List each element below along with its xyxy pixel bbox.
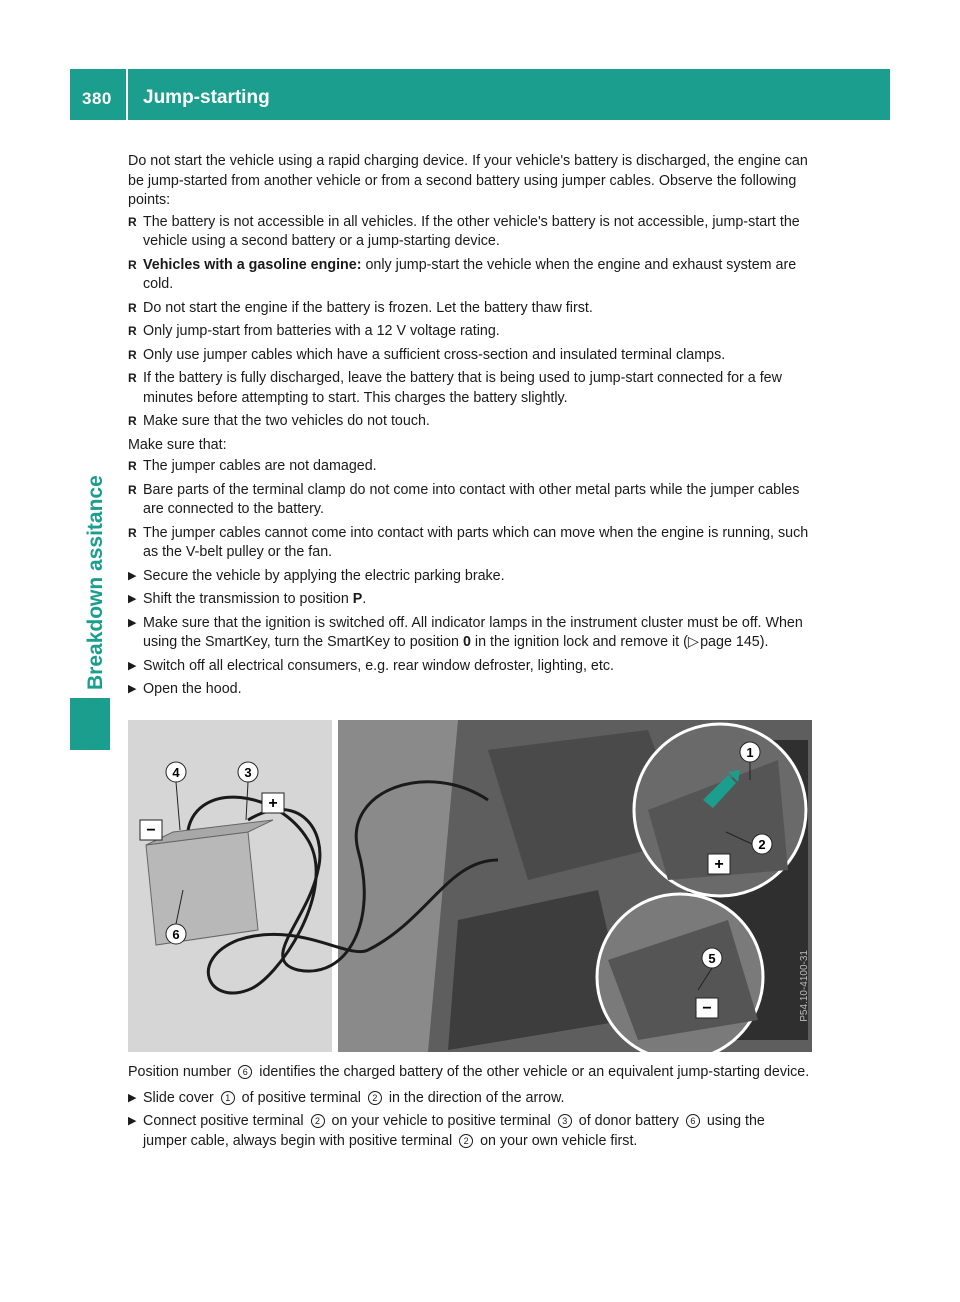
ref-number: 3	[558, 1114, 572, 1128]
figure-caption	[128, 1063, 812, 1083]
step-text-end: ).	[759, 634, 769, 650]
step-text: Open the hood.	[143, 681, 242, 697]
step-text: of donor battery	[574, 1113, 683, 1129]
callout-1-label: 1	[746, 745, 754, 760]
step-item	[128, 657, 812, 677]
step-item	[128, 567, 812, 587]
step-text-cont: in the ignition lock and remove it (	[470, 634, 688, 650]
list-item	[128, 457, 812, 477]
callout-5-label: 5	[708, 951, 716, 966]
step-arrow-icon: ▶	[128, 616, 137, 629]
step-text: using the jumper cable, always begin with positive terminal	[143, 1113, 765, 1149]
page-number: 380	[82, 89, 112, 108]
list-item-text: The jumper cables are not damaged.	[143, 458, 377, 474]
callout-line-4	[176, 782, 180, 830]
figure-drawing	[128, 720, 812, 1052]
page-header	[70, 69, 890, 120]
step-arrow-icon: ▶	[128, 659, 137, 672]
callout-6-label: 6	[172, 927, 180, 942]
callout-2-label: 2	[758, 837, 766, 852]
page-title: Jump-starting	[143, 87, 270, 108]
bullet-r-icon: R	[128, 371, 137, 385]
step-text: on your own vehicle first.	[476, 1132, 638, 1149]
step-arrow-icon: ▶	[128, 569, 137, 582]
main-content	[128, 152, 812, 704]
step-text: in the direction of the arrow.	[384, 1089, 565, 1106]
list-item-text: Only use jumper cables which have a sufficient cross-section and insulated terminal clamps.	[143, 346, 726, 363]
side-section-tab	[70, 698, 110, 750]
vehicle-minus-sign: −	[702, 1000, 712, 1017]
list-item-text: Make sure that the two vehicles do not touch.	[143, 413, 430, 429]
list-item	[128, 213, 812, 252]
step-text: Secure the vehicle by applying the electric parking brake.	[143, 567, 505, 584]
caption-pre: Position number	[128, 1064, 236, 1080]
list-item	[128, 369, 812, 408]
list-item	[128, 256, 812, 295]
callout-4-label: 4	[172, 765, 180, 780]
ref-number: 6	[686, 1114, 700, 1128]
step-text: Shift the transmission to position	[143, 591, 353, 607]
step-text-end: .	[362, 591, 367, 607]
caption-post: identifies the charged battery of the other vehicle or an equivalent jump-starting device.	[255, 1064, 810, 1080]
make-sure-label: Make sure that:	[128, 436, 227, 453]
bullet-r-icon: R	[128, 525, 137, 540]
caption-and-steps	[128, 1063, 812, 1155]
page-reference-link[interactable]: page 145	[700, 634, 760, 650]
step-item	[128, 1112, 812, 1151]
list-item-text: The jumper cables cannot come into contact with parts which can move when the engine is running, such as the V-belt pulley or the fan.	[143, 524, 809, 560]
step-item	[128, 1089, 812, 1109]
ref-number: 2	[311, 1114, 325, 1128]
step-item	[128, 680, 812, 700]
list-item-text: If the battery is fully discharged, leave the battery that is being used to jump-start connected for a few minutes before attempting to start. This charges the battery slightly.	[143, 370, 782, 406]
list-item	[128, 322, 812, 342]
donor-plus-sign: +	[268, 795, 278, 812]
donor-battery	[146, 832, 258, 945]
bullet-r-icon: R	[128, 347, 137, 362]
bullet-r-icon: R	[128, 482, 137, 497]
step-text: Connect positive terminal	[143, 1113, 308, 1129]
callout-line-3	[246, 782, 248, 820]
caption-number: 6	[238, 1065, 252, 1079]
step-item	[128, 590, 812, 610]
list-item-text: only jump-start the vehicle when the engine and exhaust system are cold.	[143, 256, 797, 292]
list-item	[128, 481, 812, 520]
list-item-text: Bare parts of the terminal clamp do not come into contact with other metal parts while the jumper cables are connected to the battery.	[143, 481, 800, 517]
step-arrow-icon: ▶	[128, 593, 137, 605]
donor-minus-sign: −	[146, 822, 156, 839]
gear-position: P	[352, 591, 363, 607]
jump-start-illustration	[128, 720, 812, 1052]
bullet-r-icon: R	[128, 300, 137, 315]
bullet-r-icon: R	[128, 257, 137, 272]
list-item-text: Do not start the engine if the battery is frozen. Let the battery thaw first.	[143, 299, 593, 316]
ref-number: 1	[221, 1091, 235, 1105]
list-item-text: Only jump-start from batteries with a 12 V voltage rating.	[143, 323, 500, 339]
list-item	[128, 346, 812, 366]
step-text: Make sure that the ignition is switched off. All indicator lamps in the instrument cluster must be off. When using the SmartKey, turn the SmartKey to position	[143, 614, 803, 650]
bullet-r-icon: R	[128, 414, 137, 428]
step-arrow-icon: ▶	[128, 683, 137, 695]
figure-code: P54.10-4100-31	[799, 950, 810, 1022]
key-position: 0	[462, 634, 471, 650]
step-text: Slide cover	[143, 1089, 218, 1106]
step-item	[128, 614, 812, 653]
callout-3-label: 3	[244, 765, 252, 780]
header-divider	[126, 69, 128, 120]
step-text: of positive terminal	[237, 1089, 365, 1106]
step-text: Switch off all electrical consumers, e.g. rear window defroster, lighting, etc.	[143, 657, 614, 674]
ref-number: 2	[368, 1091, 382, 1105]
list-item-bold: Vehicles with a gasoline engine:	[143, 256, 362, 273]
list-item	[128, 299, 812, 319]
step-arrow-icon: ▶	[128, 1091, 137, 1104]
page-ref-arrow-icon: ▷	[687, 634, 699, 650]
ref-number: 2	[459, 1134, 473, 1148]
bullet-r-icon: R	[128, 324, 137, 338]
vehicle-plus-sign: +	[714, 856, 724, 873]
intro-paragraph: Do not start the vehicle using a rapid charging device. If your vehicle's battery is discharged, the engine can be jump-started from another vehicle or from a second battery using jumper cables. Observe the following points:	[128, 153, 808, 208]
step-text: on your vehicle to positive terminal	[327, 1113, 555, 1129]
step-arrow-icon: ▶	[128, 1115, 137, 1127]
side-section-text: Breakdown assitance	[84, 475, 107, 690]
bullet-r-icon: R	[128, 459, 137, 473]
list-item	[128, 412, 812, 432]
list-item-text: The battery is not accessible in all vehicles. If the other vehicle's battery is not accessible, jump-start the vehicle using a second battery or a jump-starting device.	[143, 213, 800, 249]
list-item	[128, 524, 812, 563]
bullet-r-icon: R	[128, 214, 137, 229]
